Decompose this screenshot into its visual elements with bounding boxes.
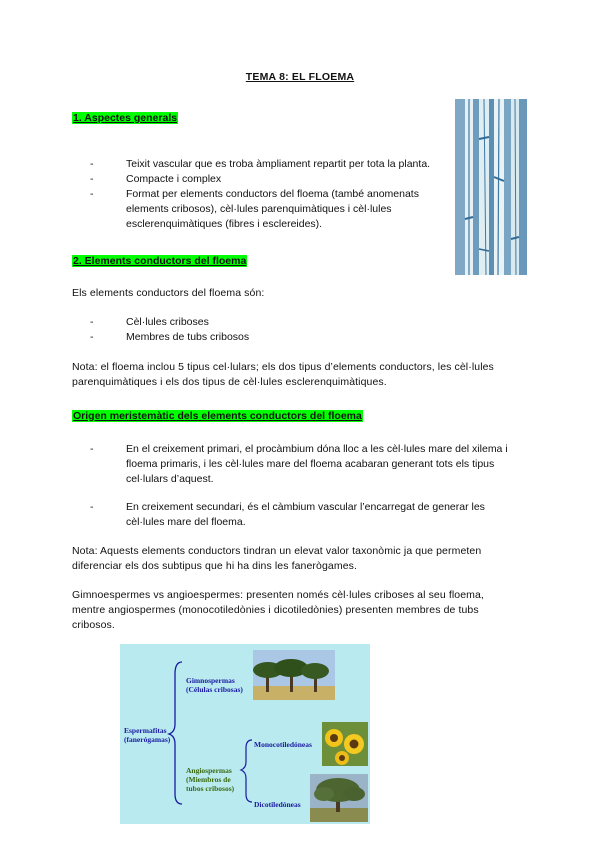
section-3-bullet-1 [90,442,540,487]
section-3-heading-text: Origen meristemàtic dels elements conductors del floema [73,410,362,422]
dicot-tree-image [310,774,368,822]
page-title: TEMA 8: EL FLOEMA [245,71,355,83]
gymnosperm-trees-image [253,650,335,700]
section-3-bullet-2 [90,500,540,530]
section-3-heading [72,406,363,424]
diagram-angio-label: Angiospermas (Miembros de tubos cribosos) [186,766,235,793]
phloem-micrograph-svg [455,99,527,275]
list-item: - Teixit vascular que es troba àmpliament repartit per tota la planta. [90,158,431,170]
list-item-continuation: cèl·lules mare del floema. [126,516,246,528]
list-item-continuation: esclerenquimàtiques (fibres i esclereides). [126,218,323,230]
list-item: - Format per elements conductors del floema (també anomenats [90,188,419,200]
phloem-micrograph-image [455,99,527,275]
list-item: - En el creixement primari, el procàmbium dóna lloc a les cèl·lules mare del xilema i [90,443,508,455]
diagram-dico-label: Dicotiledóneas [254,800,301,809]
section-2-heading [72,251,247,269]
main-brace [169,662,182,804]
angio-brace [241,740,252,802]
section-3-gymno-paragraph: Gimnoespermes vs angioespermes: presenten només cèl·lules criboses al seu floema, mentre angiospermes (monocotiledònies i dicotiledònies) presenten membres de tubs cribosos. [72,589,484,631]
sunflowers-image [322,722,368,766]
list-item: - Membres de tubs cribosos [90,331,250,343]
list-item: - Cèl·lules criboses [90,316,209,328]
list-item-continuation: elements cribosos), cèl·lules parenquimàtiques i cèl·lules [126,203,392,215]
section-2-bullets [90,315,390,345]
list-item: - Compacte i complex [90,173,222,185]
diagram-gymno-label: Gimnospermas (Células cribosas) [186,676,243,694]
section-1-heading-text: 1. Aspectes generals [73,112,178,124]
section-2-heading-text: 2. Elements conductors del floema [73,255,247,267]
list-item-continuation: cel·lulars d’aquest. [126,473,214,485]
section-2-note: Nota: el floema inclou 5 tipus cel·lulars; els dos tipus d’elements conductors, les cèl·lules parenquimàtiques i els dos tipus de cèl·lules esclerenquimàtiques. [72,361,494,388]
diagram-mono-label: Monocotiledóneas [254,740,312,749]
section-1-bullets [90,157,440,232]
list-item: - En creixement secundari, és el càmbium vascular l’encarregat de generar les [90,501,485,513]
list-item-continuation: floema primaris, i les cèl·lules mare del floema acabaran generant tots els tipus [126,458,495,470]
section-3-note: Nota: Aquests elements conductors tindran un elevat valor taxonòmic ja que permeten diferenciar els dos subtipus que hi ha dins les fanerògames. [72,545,482,572]
spermatophyta-diagram [120,644,370,824]
section-2-intro: Els elements conductors del floema són: [72,287,265,299]
diagram-root-label: Espermafitas (fanerógamas) [124,726,171,744]
section-1-heading [72,108,178,126]
